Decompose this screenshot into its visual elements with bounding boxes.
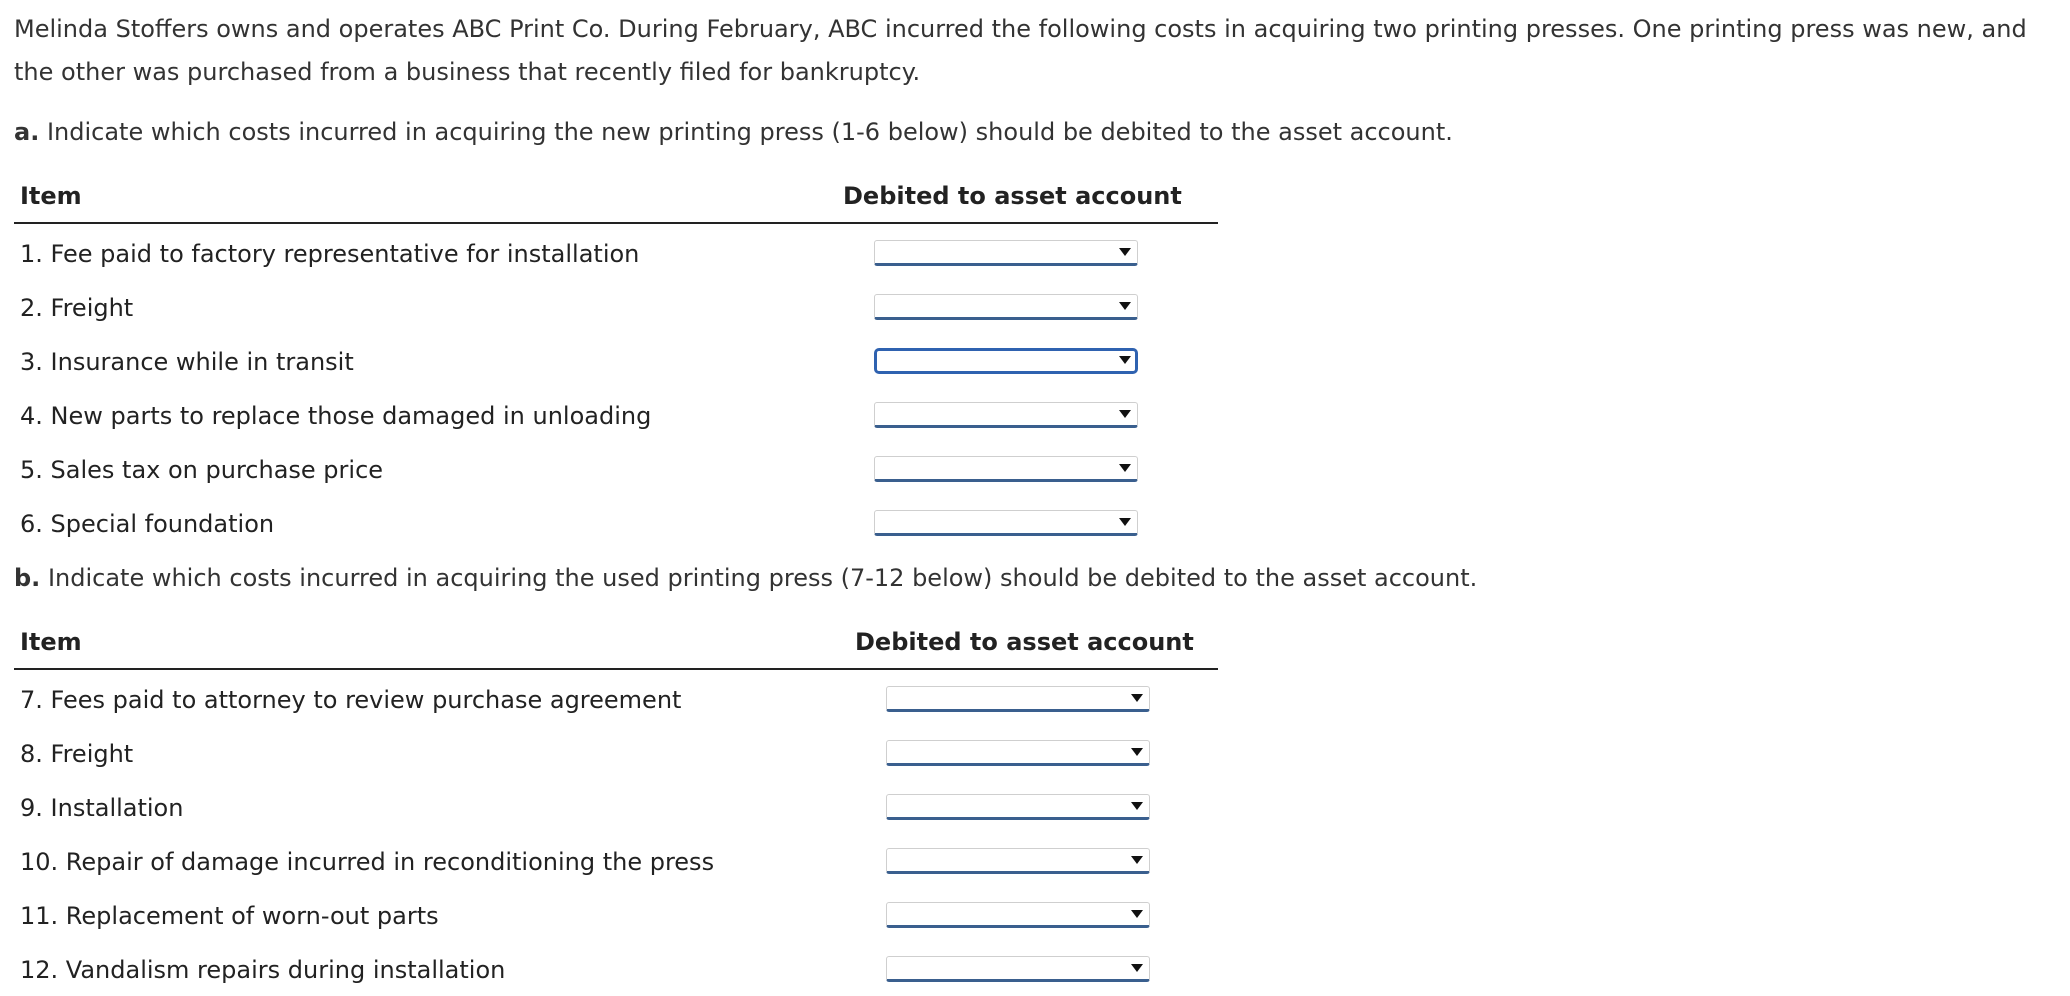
caret-down-icon [1119,302,1131,310]
question-a-text: Indicate which costs incurred in acquiring the new printing press (1-6 below) should be debited to the asset account. [46,118,1453,146]
item-7-dropdown[interactable] [886,686,1150,712]
caret-down-icon [1131,748,1143,756]
item-label: 12. Vandalism repairs during installation [20,956,506,984]
item-label: 11. Replacement of worn-out parts [20,902,439,930]
question-a-letter: a. [14,118,40,146]
item-label: 2. Freight [20,294,134,322]
caret-down-icon [1131,964,1143,972]
item-label: 10. Repair of damage incurred in reconditioning the press [20,848,715,876]
item-11-dropdown[interactable] [886,902,1150,928]
question-b [14,564,1477,592]
item-10-dropdown[interactable] [886,848,1150,874]
table-row [14,724,1218,778]
item-3-dropdown[interactable] [874,348,1138,374]
table-row [14,278,1218,332]
question-a [14,118,1453,146]
item-6-dropdown[interactable] [874,510,1138,536]
question-b-text: Indicate which costs incurred in acquiring the used printing press (7-12 below) should be debited to the asset account. [47,564,1478,592]
table-b-col-debited: Debited to asset account [855,628,1194,656]
item-8-dropdown[interactable] [886,740,1150,766]
caret-down-icon [1131,694,1143,702]
table-row [14,886,1218,940]
caret-down-icon [1131,802,1143,810]
item-label: 4. New parts to replace those damaged in unloading [20,402,652,430]
table-b-col-item: Item [20,628,82,656]
question-b-letter: b. [14,564,41,592]
table-row [14,386,1218,440]
caret-down-icon [1131,856,1143,864]
caret-down-icon [1119,248,1131,256]
caret-down-icon [1119,464,1131,472]
item-label: 5. Sales tax on purchase price [20,456,384,484]
item-9-dropdown[interactable] [886,794,1150,820]
table-a-col-debited: Debited to asset account [843,182,1182,210]
item-2-dropdown[interactable] [874,294,1138,320]
item-1-dropdown[interactable] [874,240,1138,266]
item-label: 9. Installation [20,794,184,822]
item-label: 3. Insurance while in transit [20,348,354,376]
table-a [14,168,1218,548]
table-row [14,940,1218,994]
table-a-header [14,168,1218,224]
item-12-dropdown[interactable] [886,956,1150,982]
table-b-header [14,614,1218,670]
item-4-dropdown[interactable] [874,402,1138,428]
item-label: 1. Fee paid to factory representative for installation [20,240,640,268]
table-row [14,778,1218,832]
table-row [14,440,1218,494]
item-label: 8. Freight [20,740,134,768]
table-row [14,332,1218,386]
caret-down-icon [1119,356,1131,364]
table-row [14,494,1218,548]
caret-down-icon [1119,518,1131,526]
table-row [14,832,1218,886]
item-label: 7. Fees paid to attorney to review purchase agreement [20,686,682,714]
table-a-col-item: Item [20,182,82,210]
intro-paragraph: Melinda Stoffers owns and operates ABC Print Co. During February, ABC incurred the following costs in acquiring two printing presses. One printing press was new, and the other was purchased from a business that recently filed for bankruptcy. [14,15,2027,86]
item-label: 6. Special foundation [20,510,275,538]
table-b [14,614,1218,994]
table-row [14,224,1218,278]
caret-down-icon [1131,910,1143,918]
caret-down-icon [1119,410,1131,418]
item-5-dropdown[interactable] [874,456,1138,482]
table-row [14,670,1218,724]
